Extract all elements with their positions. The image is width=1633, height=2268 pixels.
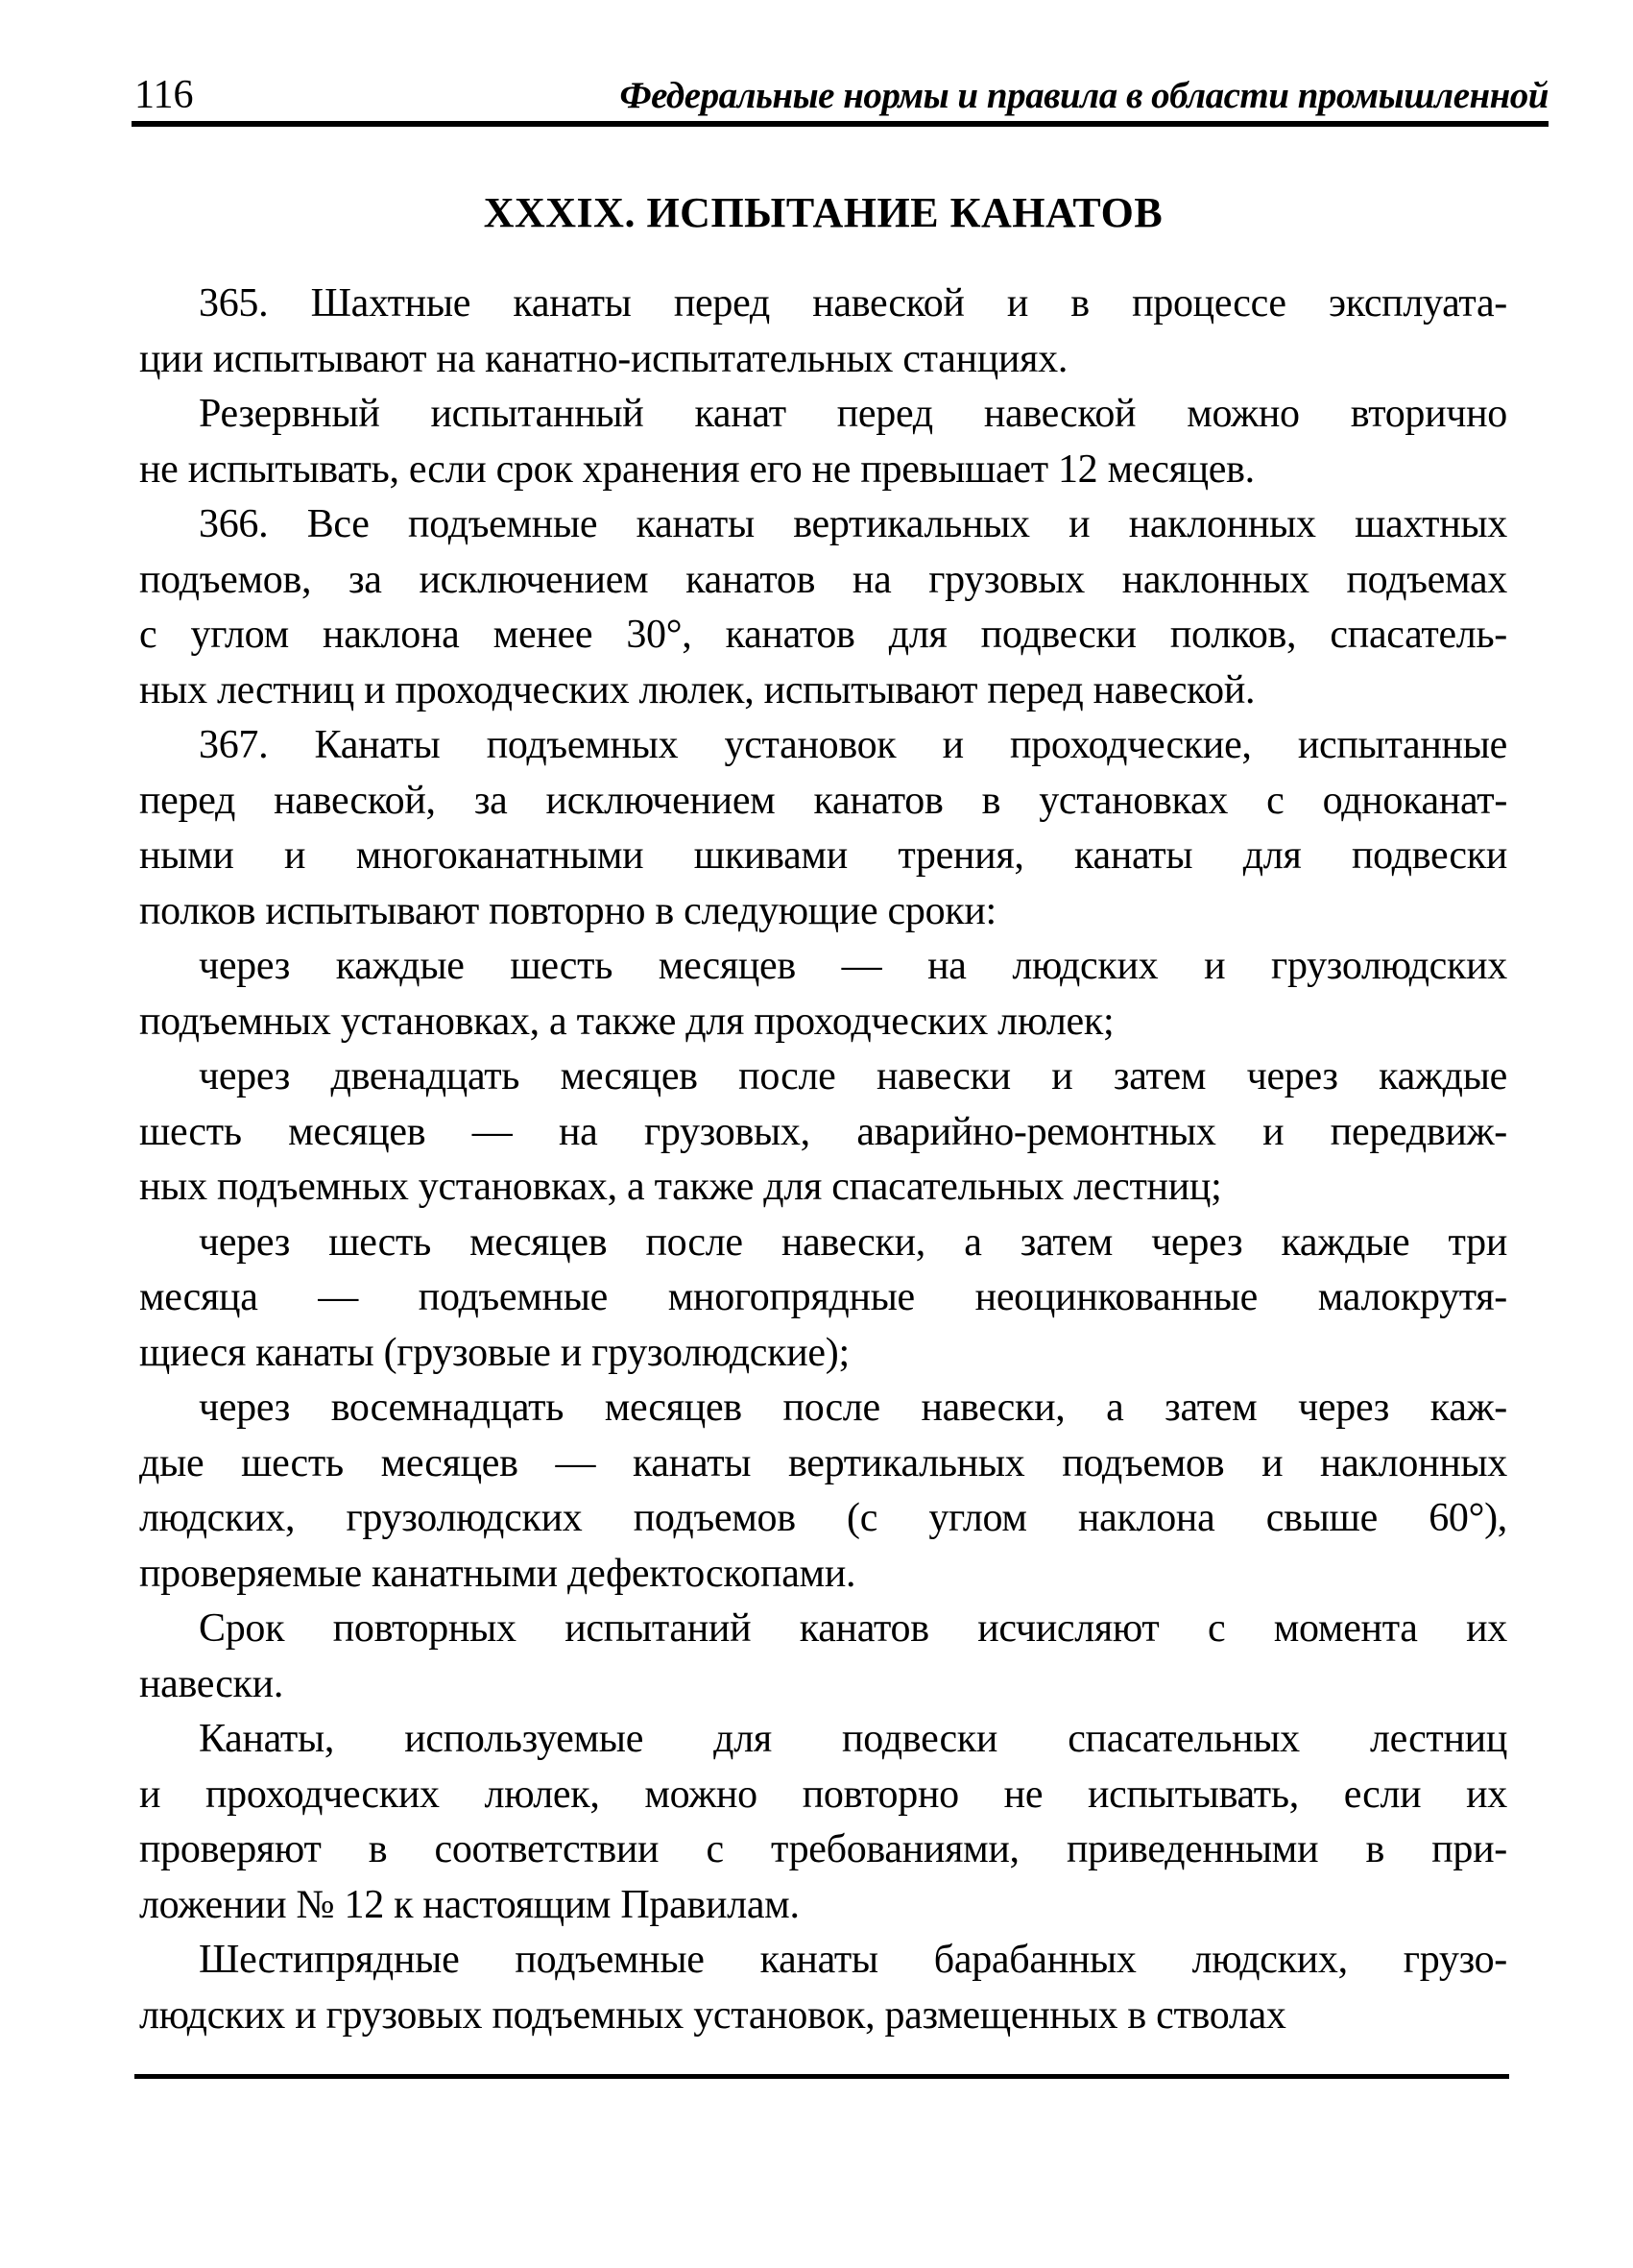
paragraph [139,1933,1507,2043]
paragraph [139,387,1507,497]
text-line: через двенадцать месяцев после навески и затем через каждые [199,1054,1507,1098]
text-line: навески. [139,1661,284,1706]
text-line: подъемных установках, а также для проходческих люлек; [139,999,1115,1044]
text-line: 367. Канаты подъемных установок и проходческие, испытанные [199,723,1507,767]
text-line: Шестипрядные подъемные канаты барабанных людских, грузо- [199,1938,1507,1982]
paragraph [139,939,1507,1050]
text-line: людских и грузовых подъемных установок, размещенных в стволах [139,1992,1286,2038]
paragraph [139,1602,1507,1712]
text-line: перед навеской, за исключением канатов в установках с одноканат- [139,778,1507,823]
text-line: и проходческих люлек, можно повторно не испытывать, если их [139,1772,1507,1817]
text-line: 365. Шахтные канаты перед навеской и в процессе эксплуата- [199,281,1507,326]
text-line: с углом наклона менее 30°, канатов для подвески полков, спасатель- [139,613,1507,657]
page-number: 116 [134,73,194,117]
paragraph [139,277,1507,387]
text-line: через каждые шесть месяцев — на людских и грузолюдских [199,944,1507,988]
text-line: месяца — подъемные многопрядные неоцинкованные малокрутя- [139,1275,1507,1319]
paragraphs [139,277,1507,2043]
chapter-heading: XXXIX. ИСПЫТАНИЕ КАНАТОВ [483,189,1164,236]
text-line: ции испытывают на канатно-испытательных станциях. [139,336,1069,381]
paragraph [139,497,1507,718]
text-line: Канаты, используемые для подвески спасательных лестниц [199,1717,1507,1761]
text-line: полков испытывают повторно в следующие сроки: [139,888,997,933]
paragraph [139,1050,1507,1216]
text-line: проверяют в соответствии с требованиями, приведенными в при- [139,1827,1507,1871]
text-line: людских, грузолюдских подъемов (с углом наклона свыше 60°), [139,1496,1507,1540]
text-line: проверяемые канатными дефектоскопами. [139,1551,856,1596]
paragraph [139,1712,1507,1933]
running-header-row [134,75,1549,115]
text-line: дые шесть месяцев — канаты вертикальных подъемов и наклонных [139,1440,1507,1485]
text-line: Резервный испытанный канат перед навеской можно вторично [199,392,1507,436]
text-line: шесть месяцев — на грузовых, аварийно-ремонтных и передвиж- [139,1109,1507,1154]
text-line: Срок повторных испытаний канатов исчисляют с момента их [199,1606,1507,1651]
paragraph [139,1381,1507,1602]
text-line: ными и многоканатными шкивами трения, канаты для подвески [139,833,1507,878]
text-line: щиеся канаты (грузовые и грузолюдские); [139,1330,850,1375]
text-line: ных подъемных установках, а также для спасательных лестниц; [139,1165,1222,1209]
paragraph [139,1216,1507,1382]
text-line: через восемнадцать месяцев после навески, а затем через каж- [199,1386,1507,1430]
text-line: ложении № 12 к настоящим Правилам. [139,1882,800,1927]
text-line: через шесть месяцев после навески, а затем через каждые три [199,1219,1507,1265]
footer-divider [134,2074,1509,2079]
text-line: 366. Все подъемные канаты вертикальных и наклонных шахтных [199,502,1507,546]
paragraph [139,718,1507,939]
running-header-title: Федеральные нормы и правила в области промышленной [619,75,1549,116]
text-line: подъемов, за исключением канатов на грузовых наклонных подъемах [139,557,1507,602]
text-line: не испытывать, если срок хранения его не превышает 12 месяцев. [139,446,1255,492]
text-line: ных лестниц и проходческих люлек, испытывают перед навеской. [139,667,1256,712]
header-divider [132,121,1549,127]
